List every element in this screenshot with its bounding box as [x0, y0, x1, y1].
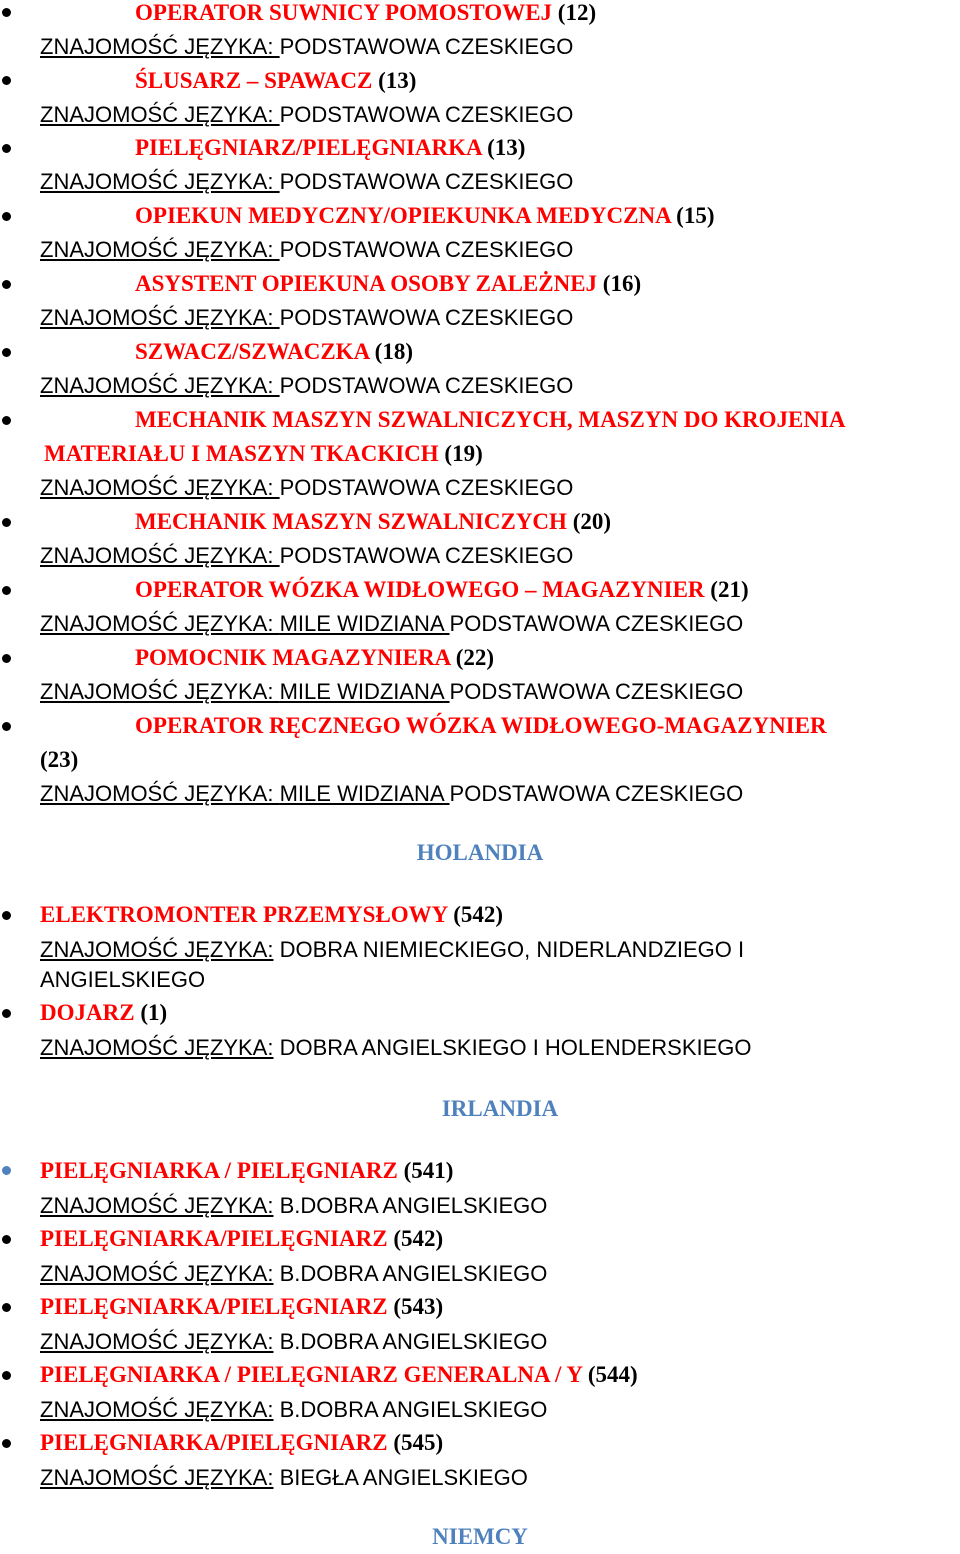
language-requirement: ZNAJOMOŚĆ JĘZYKA: B.DOBRA ANGIELSKIEGO	[40, 1261, 548, 1286]
bullet-icon	[2, 1235, 11, 1244]
bullet-icon	[2, 911, 11, 920]
bullet-icon	[2, 1439, 11, 1448]
job-title: ELEKTROMONTER PRZEMYSŁOWY (542)	[40, 902, 504, 927]
job-title: OPIEKUN MEDYCZNY/OPIEKUNKA MEDYCZNA (15)	[135, 203, 715, 228]
job-title: OPERATOR WÓZKA WIDŁOWEGO – MAGAZYNIER (21)	[135, 577, 749, 602]
language-requirement: ZNAJOMOŚĆ JĘZYKA: B.DOBRA ANGIELSKIEGO	[40, 1193, 548, 1218]
bullet-icon	[2, 722, 11, 731]
job-title: PIELĘGNIARKA / PIELĘGNIARZ GENERALNA / Y (544)	[40, 1362, 638, 1387]
job-title: MECHANIK MASZYN SZWALNICZYCH (20)	[135, 509, 612, 534]
bullet-icon	[2, 280, 11, 289]
section-heading-niemcy: NIEMCY	[432, 1524, 528, 1549]
bullet-icon	[2, 1166, 11, 1175]
job-title: PIELĘGNIARKA/PIELĘGNIARZ (542)	[40, 1226, 444, 1251]
bullet-icon	[2, 76, 11, 85]
bullet-icon	[2, 212, 11, 221]
language-requirement-continued: ANGIELSKIEGO	[40, 967, 206, 992]
job-title: MECHANIK MASZYN SZWALNICZYCH, MASZYN DO KROJENIA	[135, 407, 846, 432]
bullet-icon	[2, 586, 11, 595]
language-requirement: ZNAJOMOŚĆ JĘZYKA: PODSTAWOWA CZESKIEGO	[40, 543, 574, 568]
job-title: ASYSTENT OPIEKUNA OSOBY ZALEŻNEJ (16)	[135, 271, 642, 296]
language-requirement: ZNAJOMOŚĆ JĘZYKA: B.DOBRA ANGIELSKIEGO	[40, 1397, 548, 1422]
job-title: ŚLUSARZ – SPAWACZ (13)	[135, 68, 417, 93]
job-number: (23)	[40, 747, 79, 772]
language-requirement: ZNAJOMOŚĆ JĘZYKA: PODSTAWOWA CZESKIEGO	[40, 169, 574, 194]
language-requirement: ZNAJOMOŚĆ JĘZYKA: B.DOBRA ANGIELSKIEGO	[40, 1329, 548, 1354]
bullet-icon	[2, 1009, 11, 1018]
job-title: PIELĘGNIARKA/PIELĘGNIARZ (543)	[40, 1294, 444, 1319]
language-requirement: ZNAJOMOŚĆ JĘZYKA: PODSTAWOWA CZESKIEGO	[40, 373, 574, 398]
bullet-icon	[2, 654, 11, 663]
language-requirement: ZNAJOMOŚĆ JĘZYKA: MILE WIDZIANA PODSTAWOWA CZESKIEGO	[40, 781, 744, 806]
job-title: PIELĘGNIARZ/PIELĘGNIARKA (13)	[135, 135, 526, 160]
language-requirement: ZNAJOMOŚĆ JĘZYKA: PODSTAWOWA CZESKIEGO	[40, 102, 574, 127]
job-title-continued: MATERIAŁU I MASZYN TKACKICH (19)	[44, 441, 483, 466]
language-requirement: ZNAJOMOŚĆ JĘZYKA: BIEGŁA ANGIELSKIEGO	[40, 1465, 528, 1490]
language-requirement: ZNAJOMOŚĆ JĘZYKA: MILE WIDZIANA PODSTAWOWA CZESKIEGO	[40, 679, 744, 704]
bullet-icon	[2, 144, 11, 153]
bullet-icon	[2, 1303, 11, 1312]
language-requirement: ZNAJOMOŚĆ JĘZYKA: MILE WIDZIANA PODSTAWOWA CZESKIEGO	[40, 611, 744, 636]
section-heading-holandia: HOLANDIA	[416, 840, 544, 865]
job-title: DOJARZ (1)	[40, 1000, 168, 1025]
language-requirement: ZNAJOMOŚĆ JĘZYKA: DOBRA NIEMIECKIEGO, NIDERLANDZIEGO I	[40, 937, 745, 962]
bullet-icon	[2, 1371, 11, 1380]
job-title: OPERATOR SUWNICY POMOSTOWEJ (12)	[135, 0, 597, 25]
section-heading-irlandia: IRLANDIA	[441, 1096, 559, 1121]
job-title: PIELĘGNIARKA / PIELĘGNIARZ (541)	[40, 1158, 454, 1183]
job-title: POMOCNIK MAGAZYNIERA (22)	[135, 645, 495, 670]
language-requirement: ZNAJOMOŚĆ JĘZYKA: DOBRA ANGIELSKIEGO I HOLENDERSKIEGO	[40, 1035, 752, 1060]
bullet-icon	[2, 8, 11, 17]
job-title: SZWACZ/SZWACZKA (18)	[135, 339, 413, 364]
language-requirement: ZNAJOMOŚĆ JĘZYKA: PODSTAWOWA CZESKIEGO	[40, 237, 574, 262]
bullet-icon	[2, 416, 11, 425]
language-requirement: ZNAJOMOŚĆ JĘZYKA: PODSTAWOWA CZESKIEGO	[40, 34, 574, 59]
language-requirement: ZNAJOMOŚĆ JĘZYKA: PODSTAWOWA CZESKIEGO	[40, 475, 574, 500]
job-title: PIELĘGNIARKA/PIELĘGNIARZ (545)	[40, 1430, 444, 1455]
language-requirement: ZNAJOMOŚĆ JĘZYKA: PODSTAWOWA CZESKIEGO	[40, 305, 574, 330]
bullet-icon	[2, 348, 11, 357]
job-title: OPERATOR RĘCZNEGO WÓZKA WIDŁOWEGO-MAGAZYNIER	[135, 713, 827, 738]
bullet-icon	[2, 518, 11, 527]
